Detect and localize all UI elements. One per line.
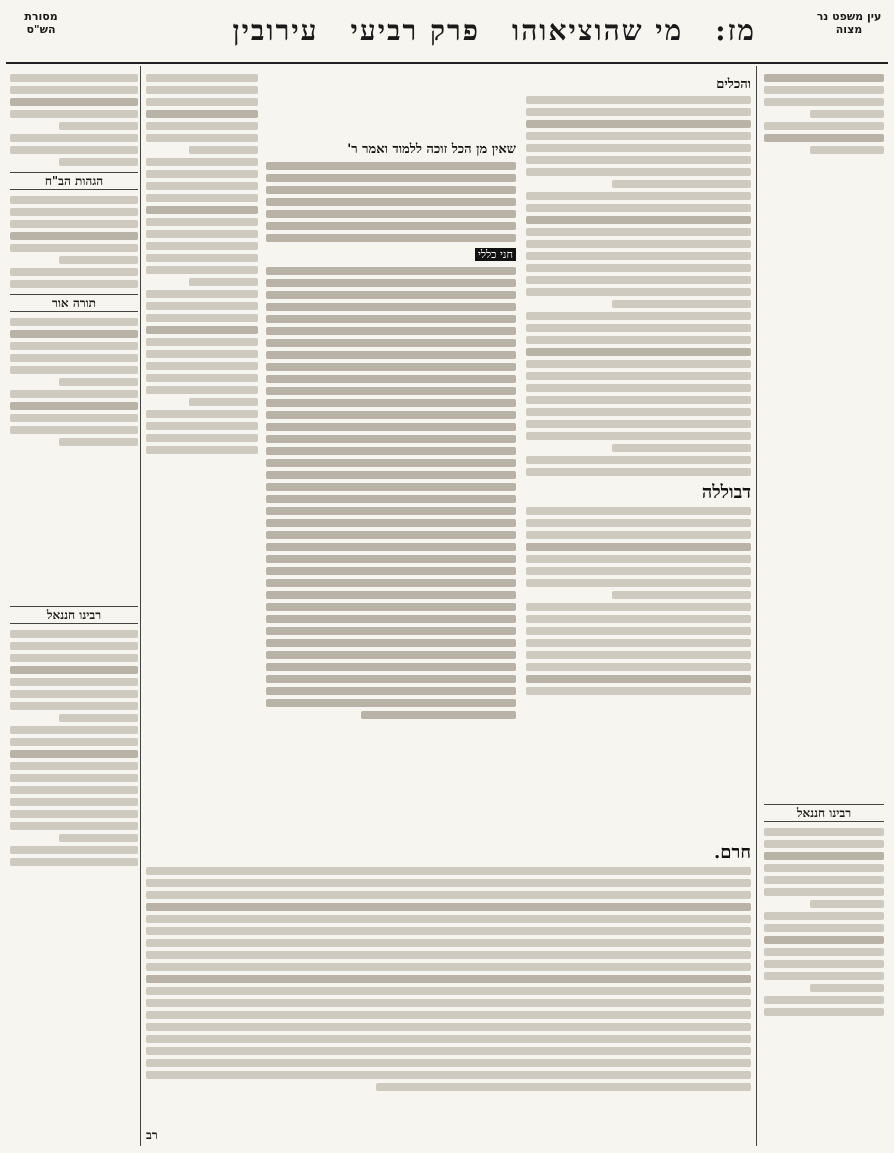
page-marker: רב xyxy=(146,1128,158,1142)
left-divider xyxy=(140,66,141,1146)
header-title xyxy=(146,14,756,48)
masoret-column xyxy=(10,70,138,1145)
bottom-commentary xyxy=(146,836,751,1126)
gemara-opening: שאין מן הכל זוכה ללמוד ואמר ר' xyxy=(347,142,516,157)
highlighted-term: חני כללי xyxy=(475,248,516,261)
masoret-hashas-label: מסורת הש"ס xyxy=(24,10,58,36)
ein-mishpat-column xyxy=(764,70,884,1145)
rabbeinu-chananel-left-heading: רבינו חננאל xyxy=(10,606,138,624)
torah-or-heading: תורה אור xyxy=(10,294,138,312)
gemara-text xyxy=(266,136,516,826)
hagahot-habach-heading: הגהות הב"ח xyxy=(10,172,138,190)
page-header xyxy=(6,6,888,64)
rabbeinu-chananel-heading: רבינו חננאל xyxy=(764,804,884,822)
folio-number: מז: xyxy=(715,14,756,47)
rashi-opening: והכלים xyxy=(716,77,751,92)
chapter-number: פרק רביעי xyxy=(350,14,481,47)
ein-mishpat-label: עין משפט נר מצוה xyxy=(816,10,882,36)
right-divider xyxy=(756,66,757,1146)
dibbur-hamatchil-2: חרם. xyxy=(714,842,751,863)
chapter-name: מי שהוציאוהו xyxy=(512,14,684,47)
tractate-name: עירובין xyxy=(232,14,319,47)
dibbur-hamatchil-1: דבוללה xyxy=(701,482,751,503)
talmud-page xyxy=(6,6,888,1147)
